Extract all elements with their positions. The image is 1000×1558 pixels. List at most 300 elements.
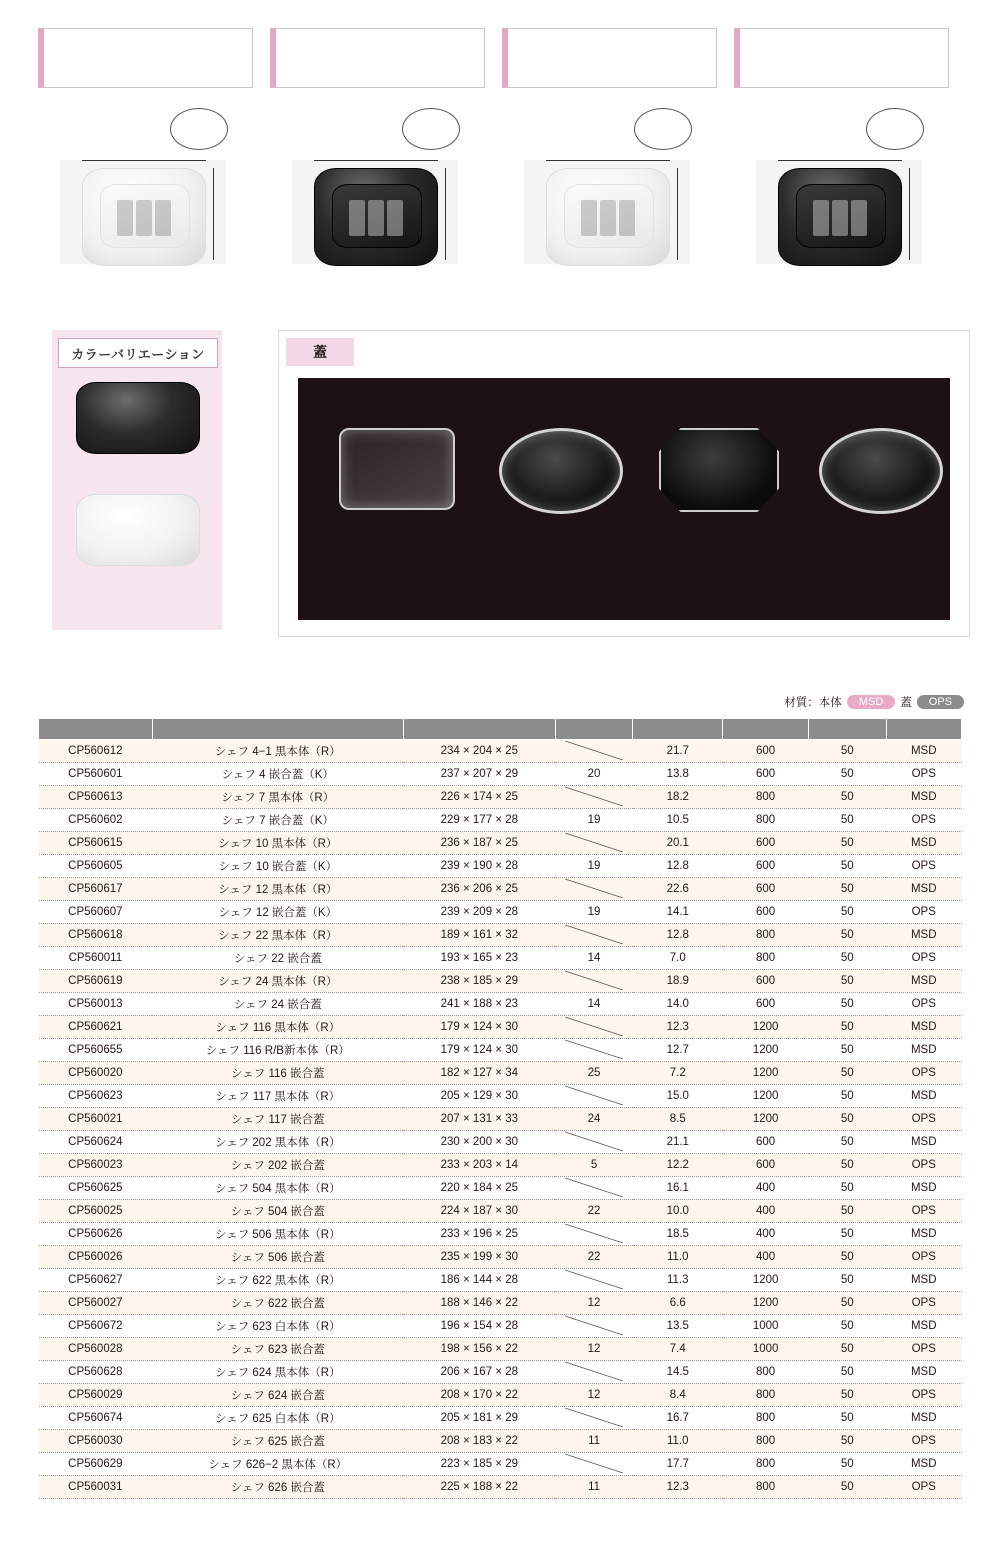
table-cell: 5 bbox=[555, 1153, 633, 1176]
container-photo bbox=[778, 168, 902, 266]
table-cell: CP560607 bbox=[39, 900, 153, 923]
table-cell: 600 bbox=[723, 877, 809, 900]
product-card-list bbox=[38, 28, 968, 298]
table-cell: 50 bbox=[809, 1360, 887, 1383]
table-cell: 800 bbox=[723, 1406, 809, 1429]
table-cell: 12.2 bbox=[633, 1153, 723, 1176]
table-cell: シェフ 24 黒本体（R） bbox=[152, 969, 403, 992]
table-cell: シェフ 117 黒本体（R） bbox=[152, 1084, 403, 1107]
table-cell: シェフ 625 嵌合蓋 bbox=[152, 1429, 403, 1452]
color-variation-heading bbox=[58, 338, 218, 368]
table-cell: 1000 bbox=[723, 1314, 809, 1337]
table-cell: 17.7 bbox=[633, 1452, 723, 1475]
rice-amount-badge bbox=[634, 108, 692, 150]
table-cell: 800 bbox=[723, 1360, 809, 1383]
table-cell: 188 × 146 × 22 bbox=[403, 1291, 555, 1314]
table-cell: 50 bbox=[809, 1314, 887, 1337]
table-cell: MSD bbox=[886, 969, 961, 992]
product-title bbox=[502, 28, 717, 88]
table-cell: 18.9 bbox=[633, 969, 723, 992]
table-row bbox=[39, 877, 962, 900]
table-cell: 50 bbox=[809, 1176, 887, 1199]
table-row bbox=[39, 854, 962, 877]
table-cell: 7.4 bbox=[633, 1337, 723, 1360]
table-cell: シェフ 116 R/B新本体（R） bbox=[152, 1038, 403, 1061]
table-cell: 11.0 bbox=[633, 1245, 723, 1268]
table-cell: 19 bbox=[555, 900, 633, 923]
table-cell: 235 × 199 × 30 bbox=[403, 1245, 555, 1268]
lid-photo-panel bbox=[298, 378, 950, 620]
table-cell: 230 × 200 × 30 bbox=[403, 1130, 555, 1153]
table-cell: 19 bbox=[555, 854, 633, 877]
table-row bbox=[39, 1452, 962, 1475]
container-ribs bbox=[117, 200, 171, 236]
table-cell: MSD bbox=[886, 1360, 961, 1383]
table-cell: 239 × 190 × 28 bbox=[403, 854, 555, 877]
table-cell: 600 bbox=[723, 762, 809, 785]
table-cell: 1200 bbox=[723, 1268, 809, 1291]
table-cell: CP560026 bbox=[39, 1245, 153, 1268]
table-cell: 8.4 bbox=[633, 1383, 723, 1406]
table-cell: シェフ 7 嵌合蓋（K） bbox=[152, 808, 403, 831]
table-cell: シェフ 116 嵌合蓋 bbox=[152, 1061, 403, 1084]
color-variation-photo bbox=[72, 378, 202, 456]
table-cell: 1200 bbox=[723, 1038, 809, 1061]
table-cell: OPS bbox=[886, 1383, 961, 1406]
table-cell: 800 bbox=[723, 785, 809, 808]
height-dimension-line bbox=[909, 168, 910, 260]
table-row bbox=[39, 969, 962, 992]
table-cell bbox=[555, 969, 633, 992]
table-cell bbox=[555, 1084, 633, 1107]
table-cell: シェフ 202 黒本体（R） bbox=[152, 1130, 403, 1153]
table-cell: 50 bbox=[809, 762, 887, 785]
width-dimension-line bbox=[82, 160, 206, 161]
table-cell: 1200 bbox=[723, 1084, 809, 1107]
container-photo bbox=[314, 168, 438, 266]
table-cell: シェフ 24 嵌合蓋 bbox=[152, 992, 403, 1015]
table-cell: 11 bbox=[555, 1429, 633, 1452]
table-cell: シェフ 504 嵌合蓋 bbox=[152, 1199, 403, 1222]
lid-item bbox=[478, 428, 638, 524]
table-cell: 50 bbox=[809, 1084, 887, 1107]
table-cell: シェフ 12 黒本体（R） bbox=[152, 877, 403, 900]
table-cell: 600 bbox=[723, 992, 809, 1015]
table-cell: 21.7 bbox=[633, 739, 723, 762]
table-cell: シェフ 506 黒本体（R） bbox=[152, 1222, 403, 1245]
table-cell: 800 bbox=[723, 1383, 809, 1406]
table-row bbox=[39, 1383, 962, 1406]
table-row bbox=[39, 831, 962, 854]
table-cell: 19 bbox=[555, 808, 633, 831]
spec-table-header-cell bbox=[555, 719, 633, 740]
color-variation-box bbox=[52, 330, 222, 630]
table-cell: OPS bbox=[886, 946, 961, 969]
product-card bbox=[734, 28, 966, 298]
table-cell: 800 bbox=[723, 1475, 809, 1498]
container-photo bbox=[546, 168, 670, 266]
container-ribs bbox=[813, 200, 867, 236]
table-cell: 186 × 144 × 28 bbox=[403, 1268, 555, 1291]
rice-amount-badge bbox=[170, 108, 228, 150]
table-cell: OPS bbox=[886, 1199, 961, 1222]
spec-table-body bbox=[39, 739, 962, 1498]
table-cell: 50 bbox=[809, 1153, 887, 1176]
table-cell: 800 bbox=[723, 923, 809, 946]
product-card bbox=[502, 28, 734, 298]
material-legend-prefix: 材質：本体 bbox=[784, 697, 842, 709]
height-dimension-line bbox=[445, 168, 446, 260]
table-cell: CP560030 bbox=[39, 1429, 153, 1452]
table-cell: 50 bbox=[809, 923, 887, 946]
table-cell: OPS bbox=[886, 992, 961, 1015]
height-dimension-line bbox=[213, 168, 214, 260]
table-cell bbox=[555, 1130, 633, 1153]
table-row bbox=[39, 762, 962, 785]
table-cell: MSD bbox=[886, 1130, 961, 1153]
table-row bbox=[39, 808, 962, 831]
table-cell: シェフ 506 嵌合蓋 bbox=[152, 1245, 403, 1268]
table-cell: 50 bbox=[809, 1015, 887, 1038]
table-cell: OPS bbox=[886, 1245, 961, 1268]
table-cell bbox=[555, 1038, 633, 1061]
table-row bbox=[39, 1314, 962, 1337]
table-cell bbox=[555, 785, 633, 808]
table-cell: 50 bbox=[809, 992, 887, 1015]
table-cell: 7.2 bbox=[633, 1061, 723, 1084]
table-cell: 234 × 204 × 25 bbox=[403, 739, 555, 762]
table-cell: シェフ 623 白本体（R） bbox=[152, 1314, 403, 1337]
product-image bbox=[46, 160, 236, 270]
height-dimension-line bbox=[677, 168, 678, 260]
table-cell: 50 bbox=[809, 785, 887, 808]
table-row bbox=[39, 1475, 962, 1498]
table-row bbox=[39, 1107, 962, 1130]
table-cell: CP560602 bbox=[39, 808, 153, 831]
table-cell: 238 × 185 × 29 bbox=[403, 969, 555, 992]
table-cell: 50 bbox=[809, 808, 887, 831]
color-variation-heading-label: カラーバリエーション bbox=[71, 346, 205, 362]
table-cell: 236 × 206 × 25 bbox=[403, 877, 555, 900]
table-cell: シェフ 116 黒本体（R） bbox=[152, 1015, 403, 1038]
table-cell: OPS bbox=[886, 1061, 961, 1084]
material-legend-lid-text: 蓋 bbox=[900, 697, 912, 709]
table-cell: 18.5 bbox=[633, 1222, 723, 1245]
table-cell: CP560013 bbox=[39, 992, 153, 1015]
table-cell: CP560618 bbox=[39, 923, 153, 946]
table-cell: 14.0 bbox=[633, 992, 723, 1015]
table-cell: 400 bbox=[723, 1199, 809, 1222]
table-cell: 50 bbox=[809, 1452, 887, 1475]
table-cell: CP560028 bbox=[39, 1337, 153, 1360]
lid-item bbox=[798, 428, 958, 524]
table-cell: CP560021 bbox=[39, 1107, 153, 1130]
table-cell: 224 × 187 × 30 bbox=[403, 1199, 555, 1222]
table-cell: 600 bbox=[723, 739, 809, 762]
table-cell: 225 × 188 × 22 bbox=[403, 1475, 555, 1498]
width-dimension-line bbox=[778, 160, 902, 161]
table-cell: OPS bbox=[886, 900, 961, 923]
table-cell: 50 bbox=[809, 854, 887, 877]
table-cell: 7.0 bbox=[633, 946, 723, 969]
table-cell: 18.2 bbox=[633, 785, 723, 808]
table-cell bbox=[555, 831, 633, 854]
table-cell: 220 × 184 × 25 bbox=[403, 1176, 555, 1199]
table-cell: 50 bbox=[809, 1268, 887, 1291]
table-cell: 182 × 127 × 34 bbox=[403, 1061, 555, 1084]
container-photo bbox=[82, 168, 206, 266]
table-cell: 237 × 207 × 29 bbox=[403, 762, 555, 785]
table-cell: CP560011 bbox=[39, 946, 153, 969]
table-cell: 50 bbox=[809, 739, 887, 762]
product-card bbox=[270, 28, 502, 298]
table-cell: 241 × 188 × 23 bbox=[403, 992, 555, 1015]
table-cell: 8.5 bbox=[633, 1107, 723, 1130]
table-row bbox=[39, 1245, 962, 1268]
table-cell: 20.1 bbox=[633, 831, 723, 854]
table-cell bbox=[555, 1222, 633, 1245]
spec-table-header-cell bbox=[809, 719, 887, 740]
table-cell: 600 bbox=[723, 969, 809, 992]
table-cell: 205 × 181 × 29 bbox=[403, 1406, 555, 1429]
table-cell: OPS bbox=[886, 1107, 961, 1130]
table-cell: CP560601 bbox=[39, 762, 153, 785]
table-cell: 226 × 174 × 25 bbox=[403, 785, 555, 808]
container-photo bbox=[76, 382, 200, 454]
table-cell bbox=[555, 1176, 633, 1199]
table-cell: 800 bbox=[723, 808, 809, 831]
table-cell: 50 bbox=[809, 1107, 887, 1130]
table-cell: 229 × 177 × 28 bbox=[403, 808, 555, 831]
width-dimension-line bbox=[546, 160, 670, 161]
table-cell: 196 × 154 × 28 bbox=[403, 1314, 555, 1337]
material-legend bbox=[784, 694, 964, 710]
table-cell: 20 bbox=[555, 762, 633, 785]
table-cell: 193 × 165 × 23 bbox=[403, 946, 555, 969]
table-cell: CP560623 bbox=[39, 1084, 153, 1107]
table-cell: CP560674 bbox=[39, 1406, 153, 1429]
table-cell: 6.6 bbox=[633, 1291, 723, 1314]
table-cell: 1200 bbox=[723, 1291, 809, 1314]
table-cell: MSD bbox=[886, 739, 961, 762]
table-cell: CP560612 bbox=[39, 739, 153, 762]
table-cell: シェフ 7 黒本体（R） bbox=[152, 785, 403, 808]
table-cell: OPS bbox=[886, 1153, 961, 1176]
table-cell: 24 bbox=[555, 1107, 633, 1130]
table-cell: 50 bbox=[809, 1061, 887, 1084]
table-cell: 50 bbox=[809, 1245, 887, 1268]
table-cell: 400 bbox=[723, 1245, 809, 1268]
lid-section-heading-label: 蓋 bbox=[313, 344, 327, 360]
spec-table-header-cell bbox=[152, 719, 403, 740]
table-cell: CP560025 bbox=[39, 1199, 153, 1222]
table-cell: シェフ 504 黒本体（R） bbox=[152, 1176, 403, 1199]
table-cell: CP560626 bbox=[39, 1222, 153, 1245]
table-cell: 22.6 bbox=[633, 877, 723, 900]
table-cell: OPS bbox=[886, 1475, 961, 1498]
table-row bbox=[39, 1084, 962, 1107]
table-cell: シェフ 10 黒本体（R） bbox=[152, 831, 403, 854]
table-cell: シェフ 22 嵌合蓋 bbox=[152, 946, 403, 969]
table-row bbox=[39, 1429, 962, 1452]
spec-table-header-cell bbox=[633, 719, 723, 740]
table-row bbox=[39, 1406, 962, 1429]
product-card bbox=[38, 28, 270, 298]
table-cell: 12.3 bbox=[633, 1015, 723, 1038]
table-cell: 800 bbox=[723, 946, 809, 969]
table-cell: 50 bbox=[809, 1038, 887, 1061]
table-cell: 11.0 bbox=[633, 1429, 723, 1452]
table-cell: 10.5 bbox=[633, 808, 723, 831]
table-cell: CP560619 bbox=[39, 969, 153, 992]
table-cell: MSD bbox=[886, 1038, 961, 1061]
color-variation-photo bbox=[72, 490, 202, 568]
product-title bbox=[270, 28, 485, 88]
table-cell: 1000 bbox=[723, 1337, 809, 1360]
table-cell: シェフ 624 嵌合蓋 bbox=[152, 1383, 403, 1406]
table-cell: 12.3 bbox=[633, 1475, 723, 1498]
table-cell: 1200 bbox=[723, 1061, 809, 1084]
table-row bbox=[39, 739, 962, 762]
table-cell: 1200 bbox=[723, 1015, 809, 1038]
table-cell: CP560672 bbox=[39, 1314, 153, 1337]
table-cell: 14.5 bbox=[633, 1360, 723, 1383]
table-cell: CP560628 bbox=[39, 1360, 153, 1383]
table-cell: 50 bbox=[809, 946, 887, 969]
table-cell: OPS bbox=[886, 808, 961, 831]
table-cell: 179 × 124 × 30 bbox=[403, 1038, 555, 1061]
table-cell: シェフ 12 嵌合蓋（K） bbox=[152, 900, 403, 923]
table-cell: 50 bbox=[809, 1406, 887, 1429]
table-cell: 236 × 187 × 25 bbox=[403, 831, 555, 854]
table-cell: 50 bbox=[809, 1222, 887, 1245]
table-cell: CP560023 bbox=[39, 1153, 153, 1176]
table-row bbox=[39, 1015, 962, 1038]
table-cell bbox=[555, 877, 633, 900]
table-cell: MSD bbox=[886, 1176, 961, 1199]
table-cell: 13.5 bbox=[633, 1314, 723, 1337]
table-cell: 10.0 bbox=[633, 1199, 723, 1222]
lid-shape-rect bbox=[339, 428, 455, 510]
table-cell: 239 × 209 × 28 bbox=[403, 900, 555, 923]
table-cell: 14 bbox=[555, 992, 633, 1015]
container-ribs bbox=[349, 200, 403, 236]
table-cell: 22 bbox=[555, 1199, 633, 1222]
table-cell: 800 bbox=[723, 1429, 809, 1452]
table-cell bbox=[555, 1314, 633, 1337]
lid-shape-oct bbox=[659, 428, 779, 512]
table-cell bbox=[555, 1268, 633, 1291]
table-cell: 12 bbox=[555, 1291, 633, 1314]
table-cell: OPS bbox=[886, 1291, 961, 1314]
spec-table-header-row bbox=[39, 719, 962, 740]
lid-photo bbox=[499, 428, 617, 514]
table-cell: シェフ 622 黒本体（R） bbox=[152, 1268, 403, 1291]
color-variation-item bbox=[72, 378, 202, 460]
table-row bbox=[39, 923, 962, 946]
table-row bbox=[39, 1291, 962, 1314]
table-cell bbox=[555, 1015, 633, 1038]
table-row bbox=[39, 1061, 962, 1084]
table-cell: シェフ 625 白本体（R） bbox=[152, 1406, 403, 1429]
table-row bbox=[39, 1199, 962, 1222]
table-cell: 15.0 bbox=[633, 1084, 723, 1107]
table-cell: 206 × 167 × 28 bbox=[403, 1360, 555, 1383]
table-cell: 50 bbox=[809, 1130, 887, 1153]
table-cell: MSD bbox=[886, 1084, 961, 1107]
table-cell: 600 bbox=[723, 900, 809, 923]
table-cell: CP560615 bbox=[39, 831, 153, 854]
table-cell: 25 bbox=[555, 1061, 633, 1084]
spec-table-header-cell bbox=[39, 719, 153, 740]
table-cell: OPS bbox=[886, 762, 961, 785]
color-variation-item bbox=[72, 490, 202, 572]
product-image bbox=[510, 160, 700, 270]
table-cell: 600 bbox=[723, 831, 809, 854]
material-badge-msd: MSD bbox=[847, 695, 895, 709]
rice-amount-badge bbox=[866, 108, 924, 150]
table-cell: 12.8 bbox=[633, 923, 723, 946]
table-cell: 233 × 196 × 25 bbox=[403, 1222, 555, 1245]
table-cell: 600 bbox=[723, 1130, 809, 1153]
table-cell: MSD bbox=[886, 785, 961, 808]
table-cell: CP560613 bbox=[39, 785, 153, 808]
table-cell: シェフ 624 黒本体（R） bbox=[152, 1360, 403, 1383]
table-cell: 208 × 170 × 22 bbox=[403, 1383, 555, 1406]
table-cell: 50 bbox=[809, 1429, 887, 1452]
table-cell: OPS bbox=[886, 1337, 961, 1360]
lid-photo bbox=[819, 428, 937, 514]
table-cell: シェフ 117 嵌合蓋 bbox=[152, 1107, 403, 1130]
lid-section-heading bbox=[286, 338, 354, 366]
table-cell: CP560020 bbox=[39, 1061, 153, 1084]
spec-table-header-cell bbox=[403, 719, 555, 740]
table-cell: シェフ 22 黒本体（R） bbox=[152, 923, 403, 946]
table-cell: CP560031 bbox=[39, 1475, 153, 1498]
table-row bbox=[39, 946, 962, 969]
table-cell: CP560625 bbox=[39, 1176, 153, 1199]
table-row bbox=[39, 1176, 962, 1199]
table-cell: 600 bbox=[723, 854, 809, 877]
table-cell: 208 × 183 × 22 bbox=[403, 1429, 555, 1452]
table-cell: 11 bbox=[555, 1475, 633, 1498]
table-cell: CP560627 bbox=[39, 1268, 153, 1291]
spec-table-head bbox=[39, 719, 962, 740]
lid-item bbox=[638, 428, 798, 524]
table-cell: 50 bbox=[809, 1475, 887, 1498]
table-cell: MSD bbox=[886, 831, 961, 854]
table-row bbox=[39, 1153, 962, 1176]
table-cell: 12.8 bbox=[633, 854, 723, 877]
table-cell: 179 × 124 × 30 bbox=[403, 1015, 555, 1038]
table-cell: CP560617 bbox=[39, 877, 153, 900]
lid-shape-oval bbox=[499, 428, 623, 514]
table-cell bbox=[555, 1406, 633, 1429]
table-cell: 50 bbox=[809, 877, 887, 900]
lid-shape-oval bbox=[819, 428, 943, 514]
table-row bbox=[39, 1222, 962, 1245]
table-row bbox=[39, 992, 962, 1015]
table-cell bbox=[555, 739, 633, 762]
table-cell: シェフ 623 嵌合蓋 bbox=[152, 1337, 403, 1360]
table-cell: CP560029 bbox=[39, 1383, 153, 1406]
table-cell: MSD bbox=[886, 1406, 961, 1429]
container-ribs bbox=[581, 200, 635, 236]
table-cell: 223 × 185 × 29 bbox=[403, 1452, 555, 1475]
table-cell bbox=[555, 923, 633, 946]
table-cell: シェフ 626 嵌合蓋 bbox=[152, 1475, 403, 1498]
table-row bbox=[39, 1337, 962, 1360]
